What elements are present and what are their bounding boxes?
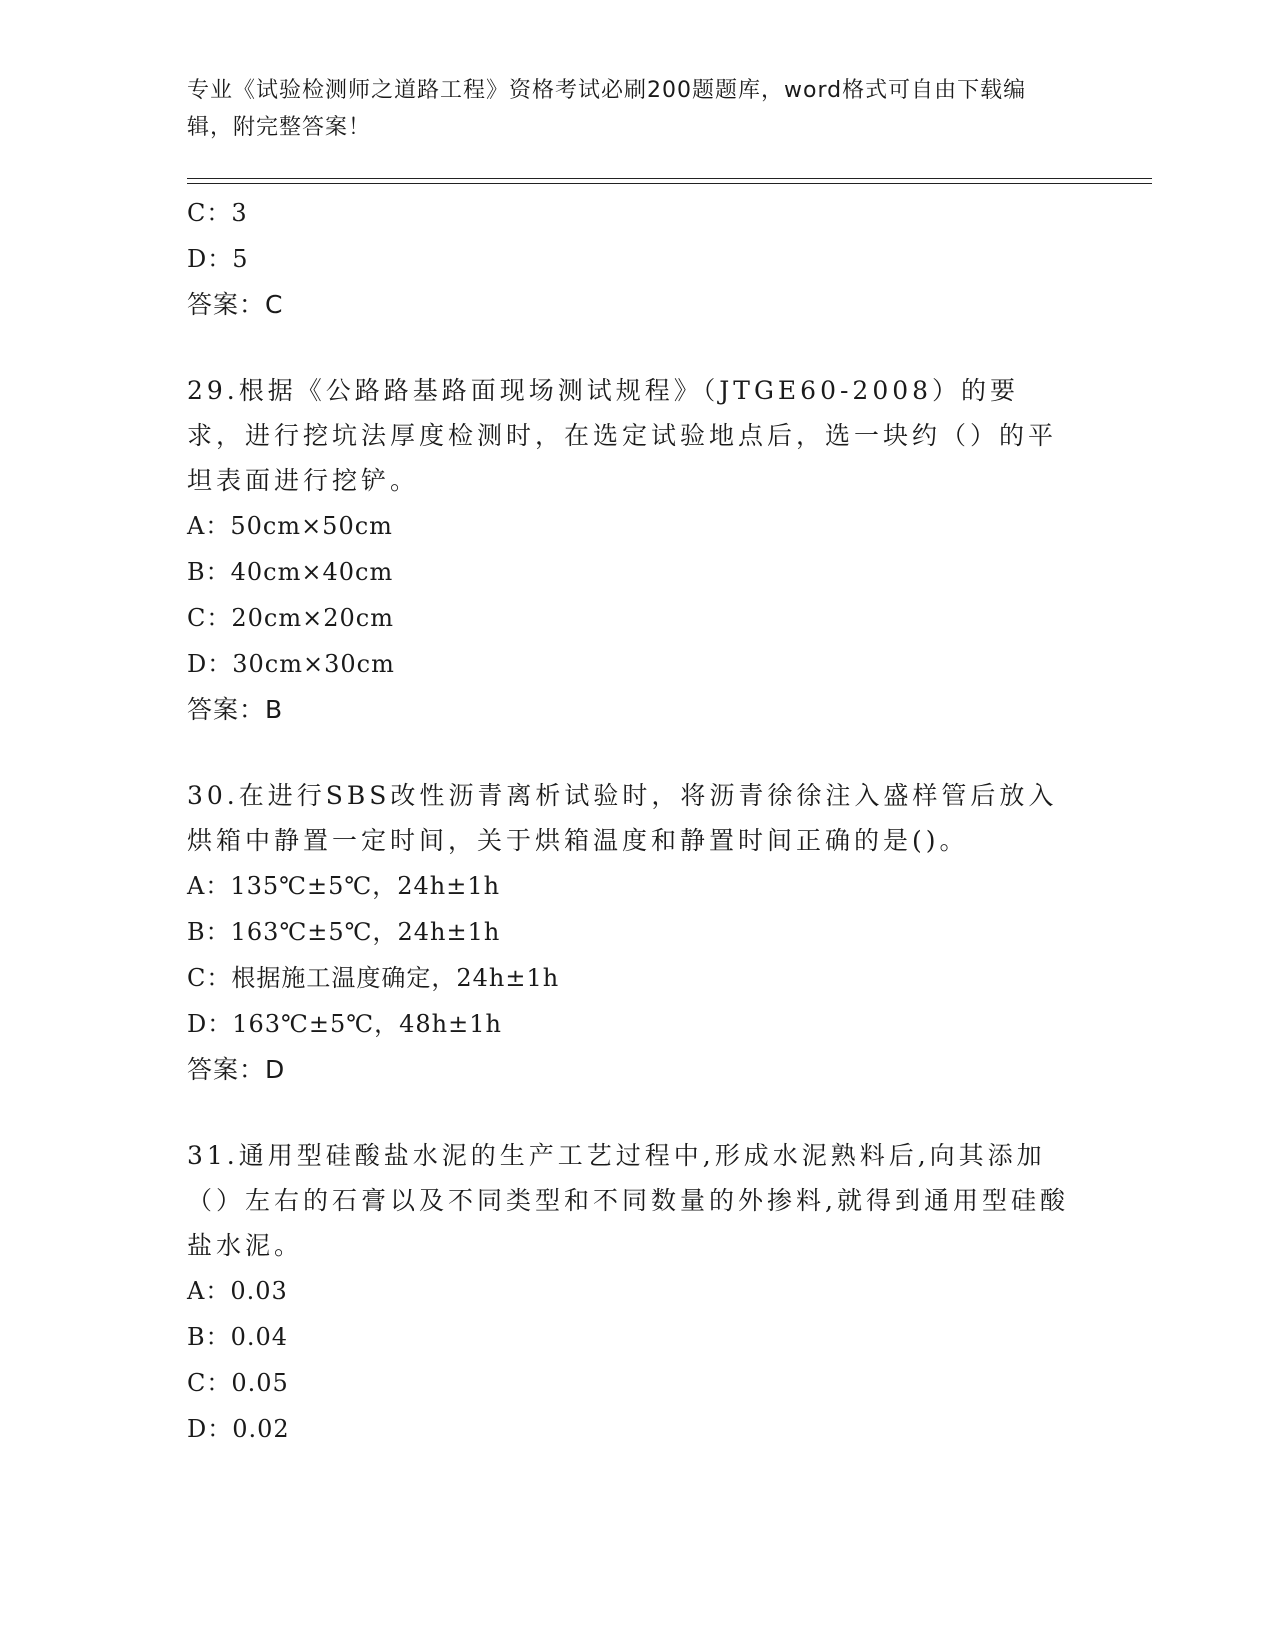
option-a: A：50cm×50cm: [187, 512, 393, 540]
answer-line: 答案：C: [187, 290, 284, 319]
answer-line: 答案：B: [187, 695, 284, 724]
document-content: [187, 190, 1087, 1452]
header-divider-top: [187, 178, 1152, 179]
option-a: A：0.03: [187, 1277, 288, 1305]
option-a: A：135℃±5℃，24h±1h: [187, 872, 501, 900]
spacer: [187, 733, 1087, 773]
option-c: C：20cm×20cm: [187, 604, 394, 632]
option-d: D：163℃±5℃，48h±1h: [187, 1010, 502, 1038]
question-text: 31.通用型硅酸盐水泥的生产工艺过程中,形成水泥熟料后,向其添加（）左右的石膏以及不同类型和不同数量的外掺料,就得到通用型硅酸盐水泥。: [187, 1141, 1069, 1260]
question-28-continued: [187, 190, 1087, 328]
option-b: B：0.04: [187, 1323, 289, 1351]
document-header: 专业《试验检测师之道路工程》资格考试必刷200题题库，word格式可自由下载编辑，附完整答案！: [187, 78, 1027, 140]
answer-line: 答案：D: [187, 1055, 286, 1084]
spacer: [187, 1093, 1087, 1133]
option-c: C：3: [187, 199, 248, 227]
question-text: 29.根据《公路路基路面现场测试规程》（JTGE60-2008）的要求，进行挖坑法厚度检测时，在选定试验地点后，选一块约（）的平坦表面进行挖铲。: [187, 376, 1058, 495]
option-c: C：根据施工温度确定，24h±1h: [187, 964, 560, 992]
option-b: B：40cm×40cm: [187, 558, 394, 586]
option-b: B：163℃±5℃，24h±1h: [187, 918, 501, 946]
header-divider-bottom: [187, 183, 1152, 184]
option-d: D：30cm×30cm: [187, 650, 395, 678]
question-30: [187, 773, 1087, 1093]
option-d: D：5: [187, 245, 249, 273]
option-d: D：0.02: [187, 1415, 290, 1443]
question-29: [187, 368, 1087, 733]
option-c: C：0.05: [187, 1369, 289, 1397]
question-text: 30.在进行SBS改性沥青离析试验时，将沥青徐徐注入盛样管后放入烘箱中静置一定时间，关于烘箱温度和静置时间正确的是()。: [187, 781, 1058, 855]
spacer: [187, 328, 1087, 368]
question-31: [187, 1133, 1087, 1452]
